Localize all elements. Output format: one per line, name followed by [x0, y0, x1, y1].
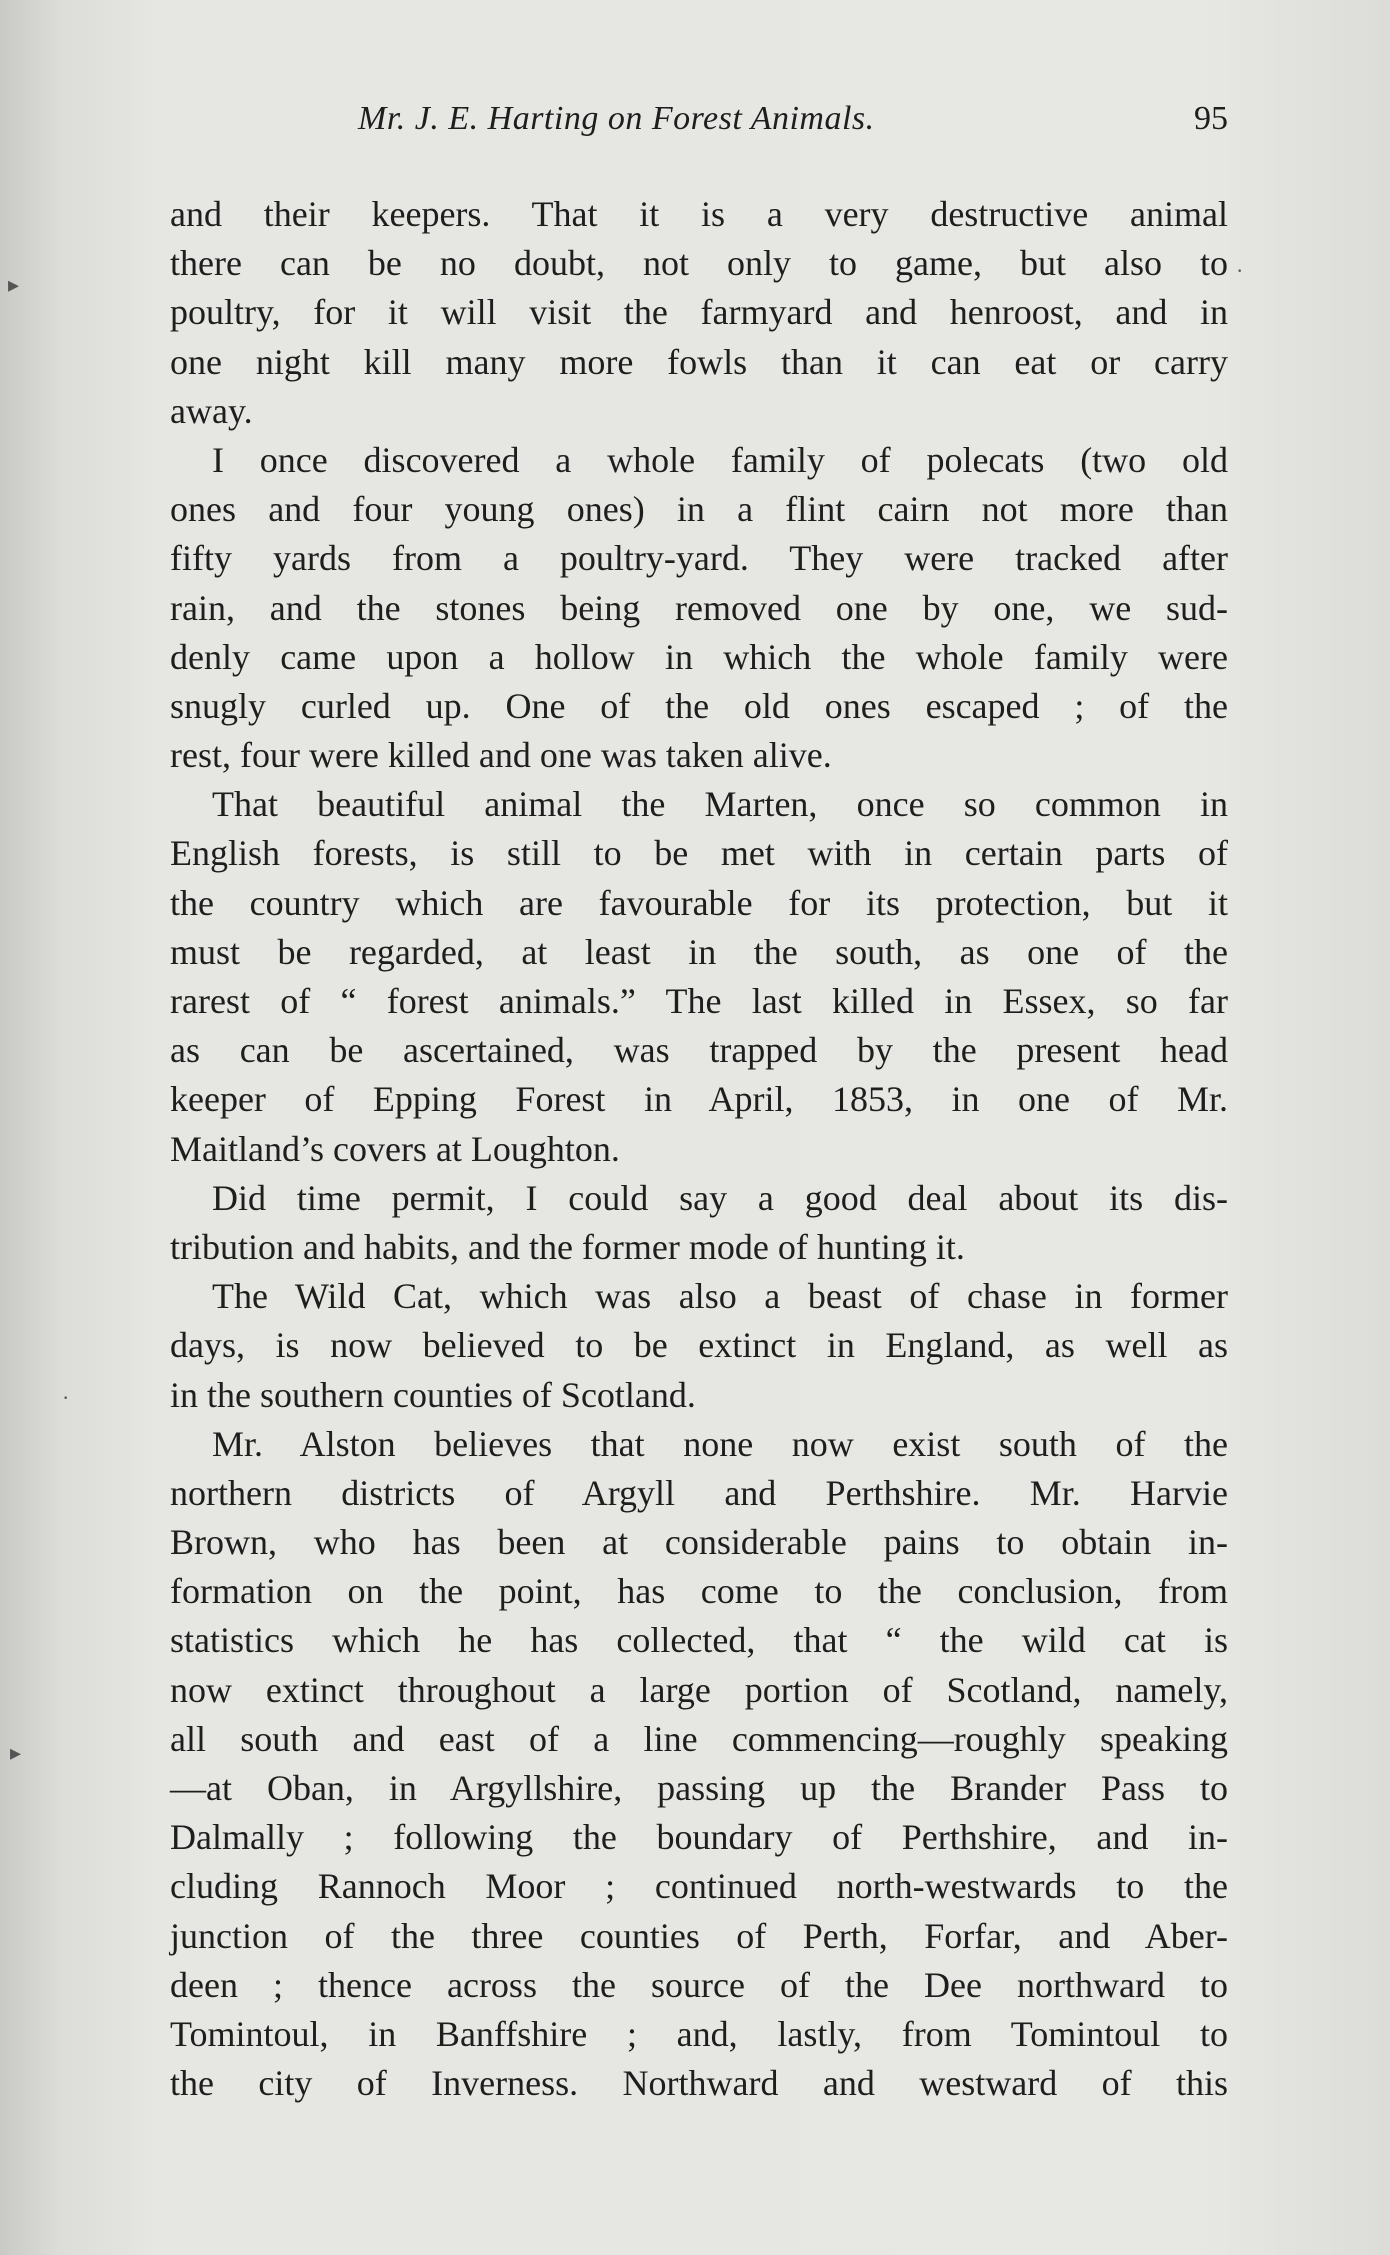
page-header — [170, 100, 1228, 150]
text-line: snugly curled up. One of the old ones escaped ; of the — [170, 685, 1228, 726]
body-text — [170, 190, 1228, 2108]
margin-mark: ▸ — [10, 1740, 22, 1765]
text-line: rain, and the stones being removed one by one, we sud- — [170, 587, 1228, 628]
margin-mark: · — [62, 1385, 70, 1410]
text-line: northern districts of Argyll and Perthshire. Mr. Harvie — [170, 1472, 1228, 1513]
text-line: Mr. Alston believes that none now exist south of the — [212, 1423, 1228, 1464]
text-line: denly came upon a hollow in which the whole family were — [170, 636, 1228, 677]
text-line: must be regarded, at least in the south, as one of the — [170, 931, 1228, 972]
text-line: Brown, who has been at considerable pains to obtain in- — [170, 1522, 1228, 1563]
text-line: —at Oban, in Argyllshire, passing up the Brander Pass to — [170, 1768, 1228, 1808]
text-line: there can be no doubt, not only to game, but also to — [170, 243, 1228, 284]
running-title: Mr. J. E. Harting on Forest Animals. — [358, 100, 875, 137]
page-number: 95 — [1194, 100, 1228, 137]
text-line: statistics which he has collected, that “ the wild cat is — [170, 1620, 1228, 1661]
text-line: rest, four were killed and one was taken alive. — [170, 735, 832, 776]
text-line: I once discovered a whole family of polecats (two old — [212, 439, 1228, 480]
text-line: Did time permit, I could say a good deal about its dis- — [212, 1177, 1228, 1218]
text-line: tribution and habits, and the former mode of hunting it. — [170, 1226, 965, 1267]
text-line: away. — [170, 390, 253, 431]
text-line: all south and east of a line commencing—roughly speaking — [170, 1718, 1228, 1759]
text-line: keeper of Epping Forest in April, 1853, in one of Mr. — [170, 1079, 1228, 1120]
text-line: That beautiful animal the Marten, once so common in — [212, 784, 1228, 825]
text-line: and their keepers. That it is a very destructive animal — [170, 194, 1228, 234]
text-line: deen ; thence across the source of the Dee northward to — [170, 1964, 1228, 2005]
text-line: Tomintoul, in Banffshire ; and, lastly, from Tomintoul to — [170, 2013, 1228, 2054]
text-line: Dalmally ; following the boundary of Perthshire, and in- — [170, 1817, 1228, 1858]
text-line: junction of the three counties of Perth, Forfar, and Aber- — [170, 1915, 1228, 1956]
text-line: English forests, is still to be met with in certain parts of — [170, 833, 1228, 874]
text-line: one night kill many more fowls than it can eat or carry — [170, 341, 1228, 382]
text-line: in the southern counties of Scotland. — [170, 1374, 696, 1415]
margin-mark: ▸ — [8, 272, 20, 297]
text-line: fifty yards from a poultry-yard. They were tracked after — [170, 538, 1228, 579]
text-line: the country which are favourable for its protection, but it — [170, 882, 1228, 923]
text-line: days, is now believed to be extinct in England, as well as — [170, 1325, 1228, 1366]
text-line: now extinct throughout a large portion of Scotland, namely, — [170, 1669, 1228, 1710]
margin-mark: · — [1236, 258, 1244, 283]
text-line: rarest of “ forest animals.” The last killed in Essex, so far — [170, 981, 1228, 1021]
text-line: The Wild Cat, which was also a beast of chase in former — [212, 1276, 1228, 1317]
text-line: the city of Inverness. Northward and westward of this — [170, 2063, 1228, 2104]
text-line: ones and four young ones) in a flint cairn not more than — [170, 489, 1228, 530]
text-line: as can be ascertained, was trapped by the present head — [170, 1030, 1228, 1071]
text-line: poultry, for it will visit the farmyard and henroost, and in — [170, 292, 1228, 333]
text-line: cluding Rannoch Moor ; continued north-westwards to the — [170, 1866, 1228, 1907]
text-line: Maitland’s covers at Loughton. — [170, 1128, 620, 1169]
text-line: formation on the point, has come to the conclusion, from — [170, 1571, 1228, 1612]
